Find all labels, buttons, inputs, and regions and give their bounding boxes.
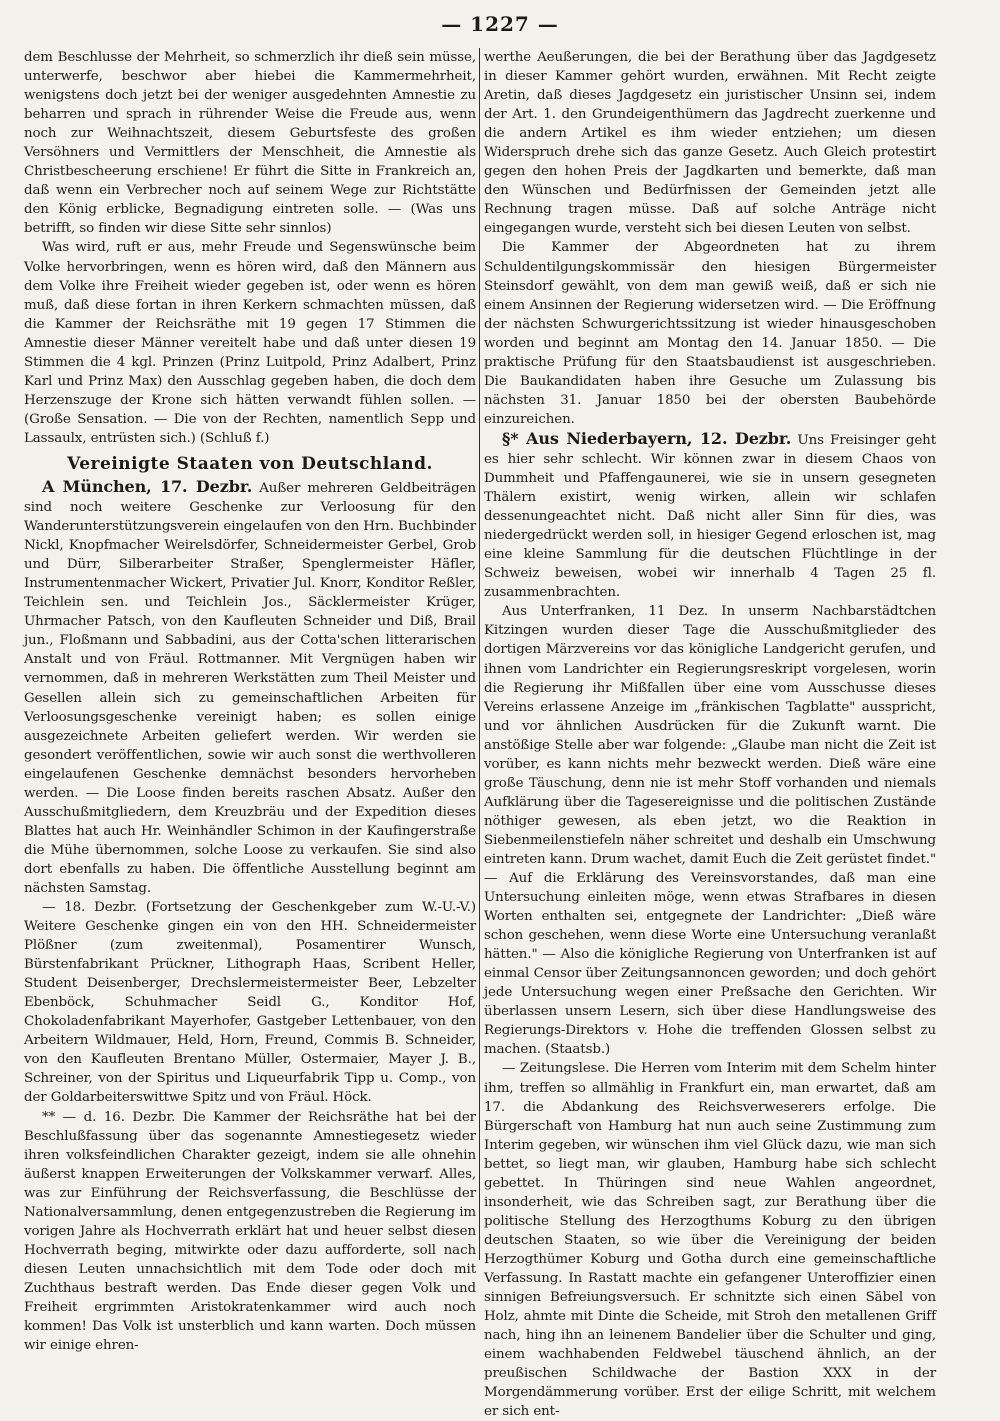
column-divider bbox=[479, 48, 480, 1260]
dateline-niederbayern: §* Aus Niederbayern, 12. Dezbr. bbox=[502, 428, 792, 448]
paragraph-niederbayern-text: Uns Freisinger geht es hier sehr schlecht. Wir können zwar in diesem Chaos von Dummheit und Pfaffengaunerei, wie sie in unsern gesegneten Thälern existirt, wenig wirken, allein wir schlafen dessenungeachtet nicht. Daß nicht aller Sinn für dies, was niedergedrückt werden soll, in hiesiger Gegend erloschen ist, mag eine kleine Sammlung für die deutschen Flüchtlinge in der Schweiz beweisen, wobei wir innerhalb 4 Tagen 25 fl. zusammenbrachten. bbox=[484, 432, 936, 601]
paragraph-amnesty-speech: dem Beschlusse der Mehrheit, so schmerzlich ihr dieß sein müsse, unterwerfe, beschwor aber hiebei die Kammermehrheit, wenigstens doch jetzt bei der weniger ausgedehnten Amnestie zu beharren und sprach in rührender Weise die Freude aus, wenn noch zur Weihnachtszeit, diesem Geburtsfeste des großen Versöhners und Vermittlers der Menschheit, die Amnestie als Christbescheerung erschiene! Er führt die Sitte in Frankreich an, daß wenn ein Verbrecher noch auf seinem Wege zur Richtstätte den König erblicke, Begnadigung eintreten solle. — (Was uns betrifft, so finden wir diese Sitte sehr sinnlos) bbox=[24, 50, 476, 237]
paragraph-niederbayern bbox=[484, 429, 936, 602]
paragraph-muenchen-text: Außer mehreren Geldbeiträgen sind noch weitere Geschenke zur Verloosung für den Wanderunterstützungsverein eingelaufen von den Hrn. Buchbinder Nickl, Knopfmacher Weirelsdörfer, Schneidermeister Gerbel, Grob und Dürr, Silberarbeiter Straßer, Spenglermeister Häfler, Instrumentenmacher Wickert, Privatier Jul. Knorr, Konditor Reßler, Teichlein sen. und Teichlein Jos., Säcklermeister Krüger, Uhrmacher Patsch, von den Kaufleuten Schneider und Diß, Brail jun., Floßmann und Sabbadini, aus der Cotta'schen litterarischen Anstalt und von Fräul. Rottmanner. Mit Vergnügen haben wir vernommen, daß in mehreren Werkstätten zum Theil Meister und Gesellen allein sich zu gemeinschaftlichen Arbeiten für Verloosungsgeschenke vereinigt haben; es sollen einige ausgezeichnete Arbeiten geliefert werden. Wir werden sie gesondert veröffentlichen, sowie wir auch sonst die werthvolleren eingelaufenen Geschenke demnächst besonders hervorheben werden. — Die Loose finden bereits raschen Absatz. Außer den Ausschußmitgliedern, dem Kreuzbräu und der Expedition dieses Blattes hat auch Hr. Weinhändler Schimon in der Kaufingerstraße die Mühe übernommen, solche Loose zu verkaufen. Sie sind also dort ebenfalls zu haben. Die öffentliche Ausstellung beginnt am nächsten Samstag. bbox=[24, 480, 476, 896]
paragraph-reichsraethe: ** — d. 16. Dezbr. Die Kammer der Reichsräthe hat bei der Beschlußfassung über das sogenannte Amnestiegesetz wieder ihren volksfeindlichen Charakter gezeigt, indem sie alle ohnehin äußerst knappen Erweiterungen der Volkskammer verwarf. Alles, was zur Einführung der Reichsverfassung, die Beschlüsse der Nationalversammlung, denen entgegenzustreben die Regierung im vorigen Jahre als Hochverrath erklärt hat und heuer selbst diesen Hochverrath beging, mitwirkte oder dazu aufforderte, soll nach diesen Leuten unnachsichtlich mit dem Tode oder doch mit Zuchthaus bestraft werden. Das Ende dieser gegen Volk und Freiheit ergrimmten Aristokratenkammer wird auch noch kommen! Das Volk ist unsterblich und kann warten. Doch müssen wir einige ehren- bbox=[24, 1109, 476, 1354]
right-column bbox=[484, 48, 936, 1421]
dateline-muenchen: A München, 17. Dezbr. bbox=[42, 476, 253, 496]
paragraph-muenchen-17 bbox=[24, 477, 476, 898]
page-number: — 1227 — bbox=[441, 12, 559, 36]
left-column bbox=[24, 48, 476, 1355]
paragraph-muenchen-18: — 18. Dezbr. (Fortsetzung der Geschenkgeber zum W.-U.-V.) Weitere Geschenke gingen ein von den HH. Schneidermeister Plößner (zum zweitenmal), Posamentirer Wunsch, Bürstenfabrikant Prückner, Lithograph Haas, Scribent Heller, Student Deisenberger, Drechslermeistermeister Beer, Lebzelter Ebenböck, Schuhmacher Seidl G., Konditor Hof, Chokoladenfabrikant Mayerhofer, Gastgeber Lettenbauer, von den Arbeitern Wildmauer, Held, Horn, Freund, Commis B. Schneider, von den Kaufleuten Brentano Müller, Ostermaier, Mayer J. B., Schreiner, von der Spiritus und Liqueurfabrik Tipp u. Comp., von der Goldarbeiterswittwe Spitz und von Fräul. Höck. bbox=[24, 900, 476, 1106]
paragraph-amnesty-vote: Was wird, ruft er aus, mehr Freude und Segenswünsche beim Volke hervorbringen, wenn es hören wird, daß den Männern aus dem Volke ihre Freiheit wieder gegeben ist, oder wenn es hören muß, daß diese fortan in ihren Kerkern schmachten müssen, daß die Kammer der Reichsräthe mit 19 gegen 17 Stimmen die Amnestie dieser Männer vereitelt habe und daß unter diesen 19 Stimmen die 4 kgl. Prinzen (Prinz Luitpold, Prinz Adalbert, Prinz Karl und Prinz Max) den Ausschlag gegeben haben, die doch dem Herzenszuge der Krone sich hätten verwandt fühlen sollen. — (Große Sensation. — Die von der Rechten, namentlich Sepp und Lassaulx, entrüsten sich.) (Schluß f.) bbox=[24, 240, 476, 446]
paragraph-jagdgesetz: werthe Aeußerungen, die bei der Berathung über das Jagdgesetz in dieser Kammer gehört wurden, erwähnen. Mit Recht zeigte Aretin, daß dieses Jagdgesetz ein juristischer Unsinn sei, indem der Art. 1. den Grundeigenthümern das Jagdrecht zuerkenne und die andern Artikel es ihm wieder entziehen; um diesen Widerspruch drehe sich das ganze Gesetz. Auch Gleich protestirt gegen den hohen Preis der Jagdkarten und bemerkte, daß man den Wünschen und Bedürfnissen der Gemeinden jetzt alle Rechnung tragen müsse. Daß auf solche Anträge nicht eingegangen wurde, versteht sich bei diesen Leuten von selbst. bbox=[484, 50, 936, 237]
paragraph-zeitungslese: — Zeitungslese. Die Herren vom Interim mit dem Schelm hinter ihm, treffen so allmählig in Frankfurt ein, man erwartet, daß am 17. die Abdankung des Reichsverweserers erfolge. Die Bürgerschaft von Hamburg hat nun auch seine Zustimmung zum Interim gegeben, wir wünschen ihm viel Glück dazu, wie man sich bettet, so liegt man, wir glauben, Hamburg habe sich schlecht gebettet. In Thüringen sind neue Wahlen angeordnet, insonderheit, wie das Schreiben sagt, zur Berathung über die politische Stellung des Herzogthums Koburg zu den übrigen deutschen Staaten, so wie über die Vereinigung der beiden Herzogthümer Koburg und Gotha durch eine gemeinschaftliche Verfassung. In Rastatt machte ein gefangener Unteroffizier einen sinnigen Befreiungsversuch. Er schnitzte sich einen Säbel von Holz, ahmte mit Dinte die Scheide, mit Stroh den metallenen Griff nach, hing ihn an leinenem Bandelier über die Schulter und ging, einem wachhabenden Feldwebel täuschend ähnlich, an der preußischen Schildwache der Bastion XXX in der Morgendämmerung vorüber. Erst der eilige Schritt, mit welchem er sich ent- bbox=[484, 1061, 936, 1420]
paragraph-abgeordnete: Die Kammer der Abgeordneten hat zu ihrem Schuldentilgungskommissär den hiesigen Bürgermeister Steinsdorf gewählt, von dem man gewiß weiß, daß er sich nie einem Ansinnen der Regierung widersetzen wird. — Die Eröffnung der nächsten Schwurgerichtssitzung ist wieder hinausgeschoben worden und beginnt am Montag den 14. Januar 1850. — Die praktische Prüfung für den Staatsbaudienst ist ausgeschrieben. Die Baukandidaten haben ihre Gesuche um Zulassung bis nächsten 31. Januar 1850 bei der obersten Baubehörde einzureichen. bbox=[484, 240, 936, 427]
paragraph-unterfranken: Aus Unterfranken, 11 Dez. In unserm Nachbarstädtchen Kitzingen wurden dieser Tage die Ausschußmitglieder des dortigen Märzvereins vor das königliche Landgericht gerufen, und ihnen vom Landrichter ein Regierungsreskript vorgelesen, worin die Regierung ihr Mißfallen über eine vom Ausschusse dieses Vereins erlassene Anzeige im „fränkischen Tagblatte" ausspricht, und vor ähnlichen Ausdrücken für die Zukunft warnt. Die anstößige Stelle aber war folgende: „Glaube man nicht die Zeit ist vorüber, es kann nichts mehr bezweckt werden. Dieß wäre eine große Täuschung, denn nie ist mehr Stoff vorhanden und niemals Aufklärung über die Tagesereignisse und die politischen Zustände nöthiger gewesen, als eben jetzt, wo die Reaktion in Siebenmeilenstiefeln näher schreitet und deshalb ein Umschwung eintreten kann. Drum wachet, damit Euch die Zeit gerüstet findet." — Auf die Erklärung des Vereinsvorstandes, daß man eine Untersuchung einleiten möge, wenn etwas Strafbares in diesen Worten enthalten sei, entgegnete der Landrichter: „Dieß wäre schon geschehen, wenn diese Worte eine Untersuchung veranlaßt hätten." — Also die königliche Regierung von Unterfranken ist auf einmal Censor über Zeitungsannoncen geworden; und doch gehört jede Untersuchung wegen einer Preßsache den Gerichten. Wir überlassen unsern Lesern, sich über diese Handlungsweise des Regierungs-Direktors v. Hohe die treffenden Glossen selbst zu machen. (Staatsb.) bbox=[484, 604, 936, 1058]
section-title: Vereinigte Staaten von Deutschland. bbox=[67, 453, 433, 474]
